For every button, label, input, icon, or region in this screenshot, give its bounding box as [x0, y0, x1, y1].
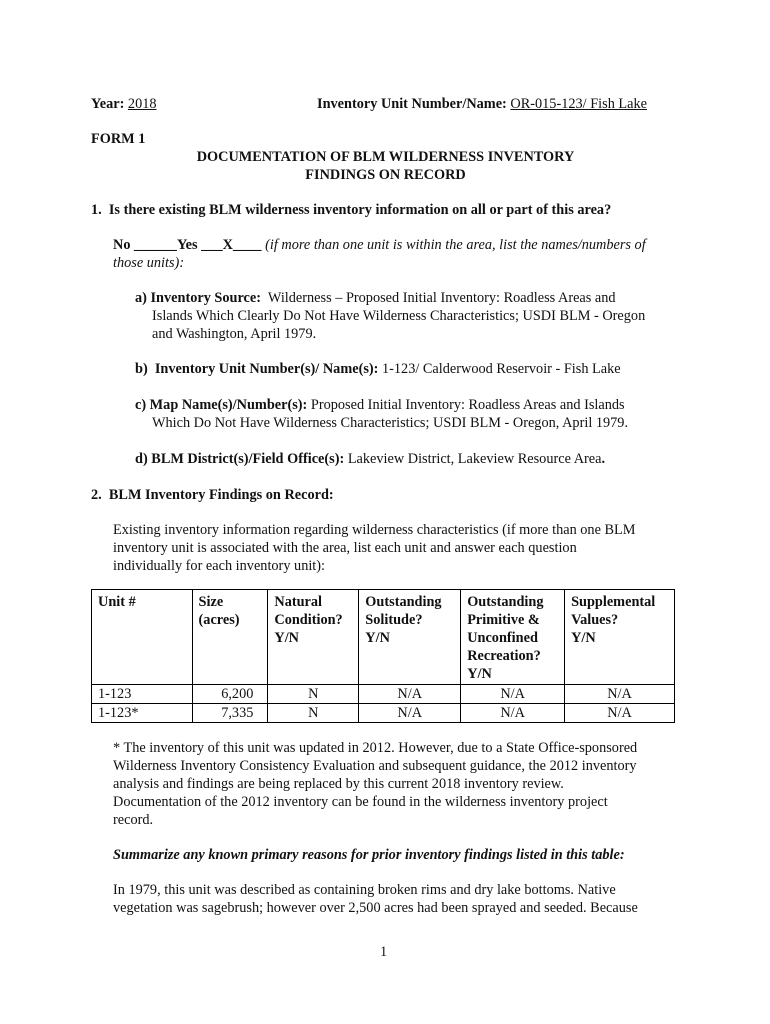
summary-line1: In 1979, this unit was described as containing broken rims and dry lake bottoms. Native: [113, 882, 616, 898]
page-number: 1: [380, 944, 388, 960]
item-a-text-2: Islands Which Clearly Do Not Have Wilderness Characteristics; USDI BLM - Oregon: [152, 308, 646, 324]
q1-answer-note: (if more than one unit is within the area, list the names/numbers of: [265, 237, 646, 253]
cell-natural: N: [268, 704, 359, 723]
unit-field: [317, 95, 647, 113]
item-a-text: Wilderness – Proposed Initial Inventory: Roadless Areas and: [267, 290, 616, 306]
unit-value: OR-015-123/ Fish Lake: [510, 96, 647, 112]
col-header-line: Recreation?: [467, 648, 541, 664]
cell-unit: 1-123: [92, 685, 193, 704]
col-header-natural-condition: [268, 590, 359, 685]
cell-unit: 1-123*: [92, 704, 193, 723]
item-b: [135, 360, 621, 378]
item-d: [135, 450, 605, 468]
year-label: Year:: [91, 96, 125, 112]
col-header-unit: [92, 590, 193, 685]
col-header-line: Unit #: [98, 594, 136, 610]
question-2-heading: 2. BLM Inventory Findings on Record:: [91, 487, 334, 503]
cell-supplemental: N/A: [565, 704, 675, 723]
col-header-size: [192, 590, 268, 685]
item-a: [135, 289, 616, 307]
item-c-text-2: Which Do Not Have Wilderness Characteristics; USDI BLM - Oregon, April 1979.: [152, 415, 629, 431]
summary-line2: vegetation was sagebrush; however over 2,500 acres had been sprayed and seeded. Because: [113, 900, 638, 916]
item-a-label: a) Inventory Source:: [135, 290, 262, 306]
col-header-supplemental: [565, 590, 675, 685]
item-d-period: .: [601, 451, 606, 467]
col-header-line: Outstanding: [365, 594, 442, 610]
q2-intro-line2: inventory unit is associated with the area, list each unit and answer each question: [113, 540, 577, 556]
item-c-text: Proposed Initial Inventory: Roadless Areas and Islands: [310, 397, 625, 413]
col-header-solitude: [359, 590, 461, 685]
table-row: [92, 685, 675, 704]
question-1: 1. Is there existing BLM wilderness inventory information on all or part of this area?: [91, 202, 612, 218]
item-d-label: d) BLM District(s)/Field Office(s):: [135, 451, 345, 467]
footnote-line1: * The inventory of this unit was updated in 2012. However, due to a State Office-sponsored: [113, 740, 638, 756]
item-a-text-3: and Washington, April 1979.: [152, 326, 317, 342]
col-header-line: Primitive &: [467, 612, 540, 628]
col-header-line: Y/N: [365, 630, 390, 646]
col-header-line: Values?: [571, 612, 619, 628]
cell-recreation: N/A: [461, 685, 565, 704]
cell-solitude: N/A: [359, 704, 461, 723]
cell-natural: N: [268, 685, 359, 704]
findings-table: [91, 589, 675, 723]
col-header-recreation: [461, 590, 565, 685]
footnote-line3: analysis and findings are being replaced by this current 2018 inventory review.: [113, 776, 564, 792]
col-header-line: Unconfined: [467, 630, 538, 646]
cell-recreation: N/A: [461, 704, 565, 723]
footnote-line4: Documentation of the 2012 inventory can be found in the wilderness inventory project: [113, 794, 608, 810]
footnote-line2: Wilderness Inventory Consistency Evaluation and subsequent guidance, the 2012 inventory: [113, 758, 637, 774]
year-value: 2018: [127, 96, 157, 112]
col-header-line: Y/N: [571, 630, 596, 646]
cell-supplemental: N/A: [565, 685, 675, 704]
col-header-line: Outstanding: [467, 594, 544, 610]
col-header-line: Solitude?: [365, 612, 423, 628]
col-header-line: (acres): [198, 612, 240, 628]
unit-label: Inventory Unit Number/Name:: [317, 96, 507, 112]
year-field: [91, 95, 157, 113]
footnote-line5: record.: [113, 812, 154, 828]
form-title-line2: FINDINGS ON RECORD: [305, 167, 466, 183]
summary-prompt: Summarize any known primary reasons for prior inventory findings listed in this table:: [113, 847, 625, 863]
item-c: [135, 396, 625, 414]
item-d-text: Lakeview District, Lakeview Resource Area: [347, 451, 602, 467]
cell-size: 7,335: [192, 704, 268, 723]
cell-size: 6,200: [192, 685, 268, 704]
q2-intro-line3: individually for each inventory unit):: [113, 558, 326, 574]
q1-answer-note-cont: those units):: [113, 255, 185, 271]
table-header-row: [92, 590, 675, 685]
q1-answer: [113, 236, 646, 254]
col-header-line: Size: [198, 594, 224, 610]
q1-answer-prefix: No ______Yes ___X____: [113, 237, 262, 253]
col-header-line: Y/N: [467, 666, 492, 682]
col-header-line: Y/N: [274, 630, 299, 646]
item-b-label: b) Inventory Unit Number(s)/ Name(s):: [135, 361, 379, 377]
q2-intro-line1: Existing inventory information regarding wilderness characteristics (if more than one BLM: [113, 522, 636, 538]
form-title-line1: DOCUMENTATION OF BLM WILDERNESS INVENTORY: [196, 149, 575, 165]
item-c-label: c) Map Name(s)/Number(s):: [135, 397, 308, 413]
col-header-line: Supplemental: [571, 594, 656, 610]
cell-solitude: N/A: [359, 685, 461, 704]
item-b-text: 1-123/ Calderwood Reservoir - Fish Lake: [382, 361, 621, 377]
table-row: [92, 704, 675, 723]
form-label: FORM 1: [91, 131, 146, 147]
col-header-line: Natural: [274, 594, 323, 610]
col-header-line: Condition?: [274, 612, 343, 628]
